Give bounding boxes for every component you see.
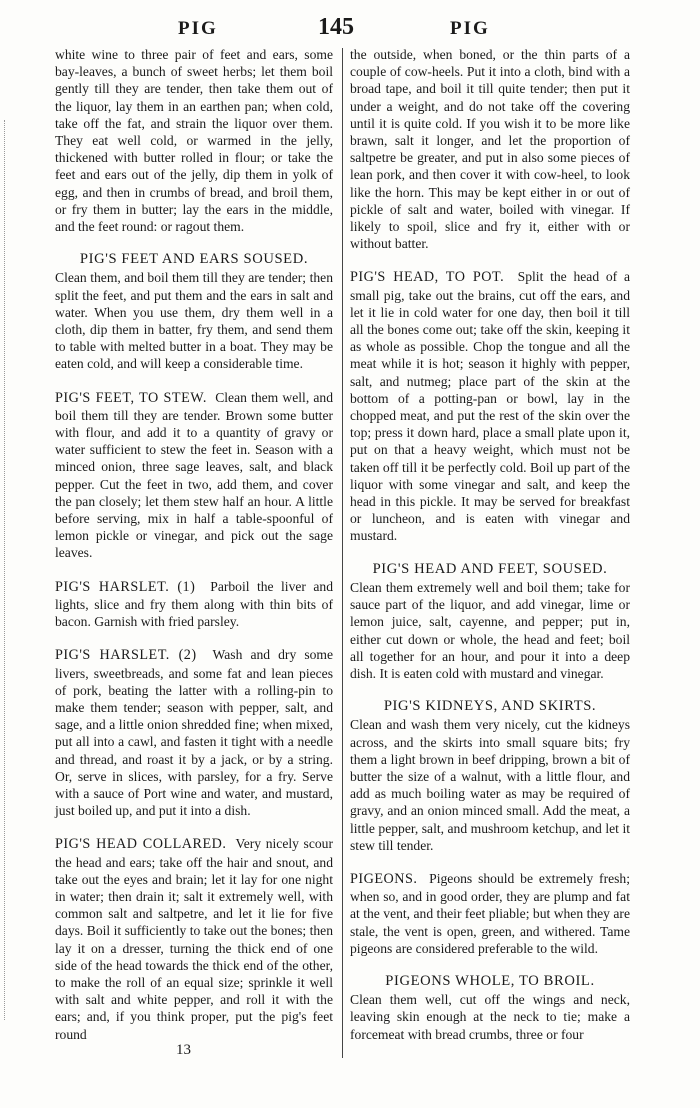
recipe-body: Clean them well, and boil them till they are tender. Brown some butter with flour, and add it to a quantity of gravy or water sufficient to stew the feet in. Season with a minced onion, three sage leaves, salt, and black pepper. Cut the feet in two, add them, and cover the pan closely; let them stew half an hour. A little before serving, mix in half a table-spoonful of lemon pickle or vinegar, and pick out the sage leaves. <box>55 389 334 561</box>
recipe-title: PIG'S HEAD COLLARED. <box>55 836 227 853</box>
recipe-title: PIG'S HARSLET. (2) <box>55 647 197 664</box>
recipe-entry <box>55 251 333 372</box>
recipe-title: PIG'S HARSLET. (1) <box>55 578 196 595</box>
page-edge-marks <box>4 120 8 1020</box>
recipe-title: PIG'S FEET AND EARS SOUSED. <box>79 251 309 268</box>
recipe-body: Clean them extremely well and boil them; take for sauce part of the liquor, and add vinegar, lime or lemon juice, salt, cayenne, and pepper; put in, either cut down or whole, the head and feet; boil all together for an hour, and pour it into a deep dish. It is eaten cold with mustard and vinegar. <box>350 579 630 681</box>
recipe-entry <box>350 870 630 957</box>
page-header <box>0 14 700 46</box>
continued-text: the outside, when boned, or the thin parts of a couple of cow-heels. Put it into a cloth, bind with a broad tape, and boil it till quite tender; then put it under a weight, and do not take off the covering until it is quite cold. If you wish it to be more like brawn, salt it longer, and let the proportion of saltpetre be greater, and put in also some pieces of lean pork, and then cover it with cow-heel, to look like the horn. This may be kept either in or out of pickle of salt and water, boiled with vinegar. If likely to spoil, slice and fry it, either with or without batter. <box>350 47 630 252</box>
recipe-entry <box>55 835 333 1042</box>
recipe-entry <box>350 268 630 544</box>
column-divider <box>342 48 343 1058</box>
page-number: 145 <box>318 14 354 40</box>
recipe-body: Parboil the liver and lights, slice and fry them along with thin bits of bacon. Garnish with fried parsley. <box>55 578 334 630</box>
recipe-entry <box>350 698 630 854</box>
recipe-entry <box>55 578 333 631</box>
continued-text: white wine to three pair of feet and ears, some bay-leaves, a bunch of sweet herbs; let them boil gently till they are tender, then take them out of the liquor, lay them in an earthen pan; when cold, take off the fat, and strain the liquor over them. They eat well cold, or warmed in the jelly, thickened with butter rolled in flour; or take the feet and ears out of the jelly, dip them in yolk of egg, and then in crumbs of bread, and broil them, or fry them in butter; lay the ears in the middle, and the feet round: or ragout them. <box>55 47 333 235</box>
recipe-title: PIGEONS WHOLE, TO BROIL. <box>385 972 595 989</box>
recipe-body: Wash and dry some livers, sweetbreads, and some fat and lean pieces of pork, beating the latter with a rolling-pin to make them tender; season with pepper, salt, and sage, and a little onion shredded fine; when mixed, put all into a cawl, and fasten it tight with a needle and thread, and roast it by a jack, or by a string. Or, serve in slices, with parsley, for a fry. Serve with a sauce of Port wine and water, and mustard, just boiled up, and put it into a dish. <box>55 647 334 819</box>
recipe-title: PIGEONS. <box>350 870 418 887</box>
recipe-entry <box>55 389 333 562</box>
recipe-entry <box>55 646 333 819</box>
running-head-right: PIG <box>450 18 490 39</box>
signature-mark: 13 <box>176 1042 191 1058</box>
recipe-body: Split the head of a small pig, take out the brains, cut off the ears, and let it lie in cold water for one day, then boil it till all the bones come out; take off the skin, keeping it as whole as possible. Chop the tongue and all the meat while it is hot; season it highly with pepper, salt, and nutmeg; place part of the skin at the bottom of a potting-pan or bowl, lay in the chopped meat, and put the rest of the skin over the top; press it down hard, place a small plate upon it, put on that a heavy weight, which must not be taken off till it be perfectly cold. Boil up part of the liquor with some vinegar and salt, and keep the head in this pickle. It may be served for breakfast or luncheon, and is eaten with vinegar and mustard. <box>350 269 630 544</box>
recipe-title: PIG'S FEET, TO STEW. <box>55 389 207 406</box>
running-head-left: PIG <box>178 18 218 39</box>
recipe-body: Clean them well, cut off the wings and neck, leaving skin enough at the neck to tie; make a forcemeat with bread crumbs, three or four <box>350 992 630 1042</box>
recipe-body: Very nicely scour the head and ears; take off the hair and snout, and take out the eyes and brain; let it lay for one night in water; then drain it; salt it extremely well, with common salt and saltpetre, and let it lie for five days. Boil it sufficiently to take out the bones; then lay it on a dresser, turning the thick end of one side of the head towards the thick end of the other, to make the roll of an equal size; sprinkle it well with salt and white pepper, and roll it with the ears; and, if you think proper, put the pig's feet round <box>55 836 333 1042</box>
recipe-body: Pigeons should be extremely fresh; when so, and in good order, they are plump and fat at the vent, and their feet pliable; but when they are stale, the vent is open, green, and withered. Tame pigeons are considered preferable to the wild. <box>350 870 631 956</box>
recipe-entry <box>350 561 630 682</box>
recipe-title: PIG'S KIDNEYS, AND SKIRTS. <box>383 698 597 715</box>
recipe-body: Clean them, and boil them till they are tender; then split the feet, and put them and the ears in salt and water. When you use them, dry them well in a cloth, dip them in batter, fry them, and send them to table with melted butter in a boat. They may be eaten cold, and will keep a considerable time. <box>55 270 333 372</box>
left-column <box>55 46 333 1059</box>
recipe-body: Clean and wash them very nicely, cut the kidneys across, and the skirts into small square bits; fry them a light brown in beef dripping, brown a bit of butter the size of a walnut, with a little flour, and add as much boiling water as may be required of gravy, and an onion minced small. Add the meat, a little pepper, salt, and mushroom ketchup, and let it stew till tender. <box>350 717 630 853</box>
recipe-title: PIG'S HEAD AND FEET, SOUSED. <box>372 560 608 577</box>
right-column <box>350 46 630 1059</box>
recipe-title: PIG'S HEAD, TO POT. <box>350 269 505 286</box>
recipe-entry <box>350 973 630 1043</box>
